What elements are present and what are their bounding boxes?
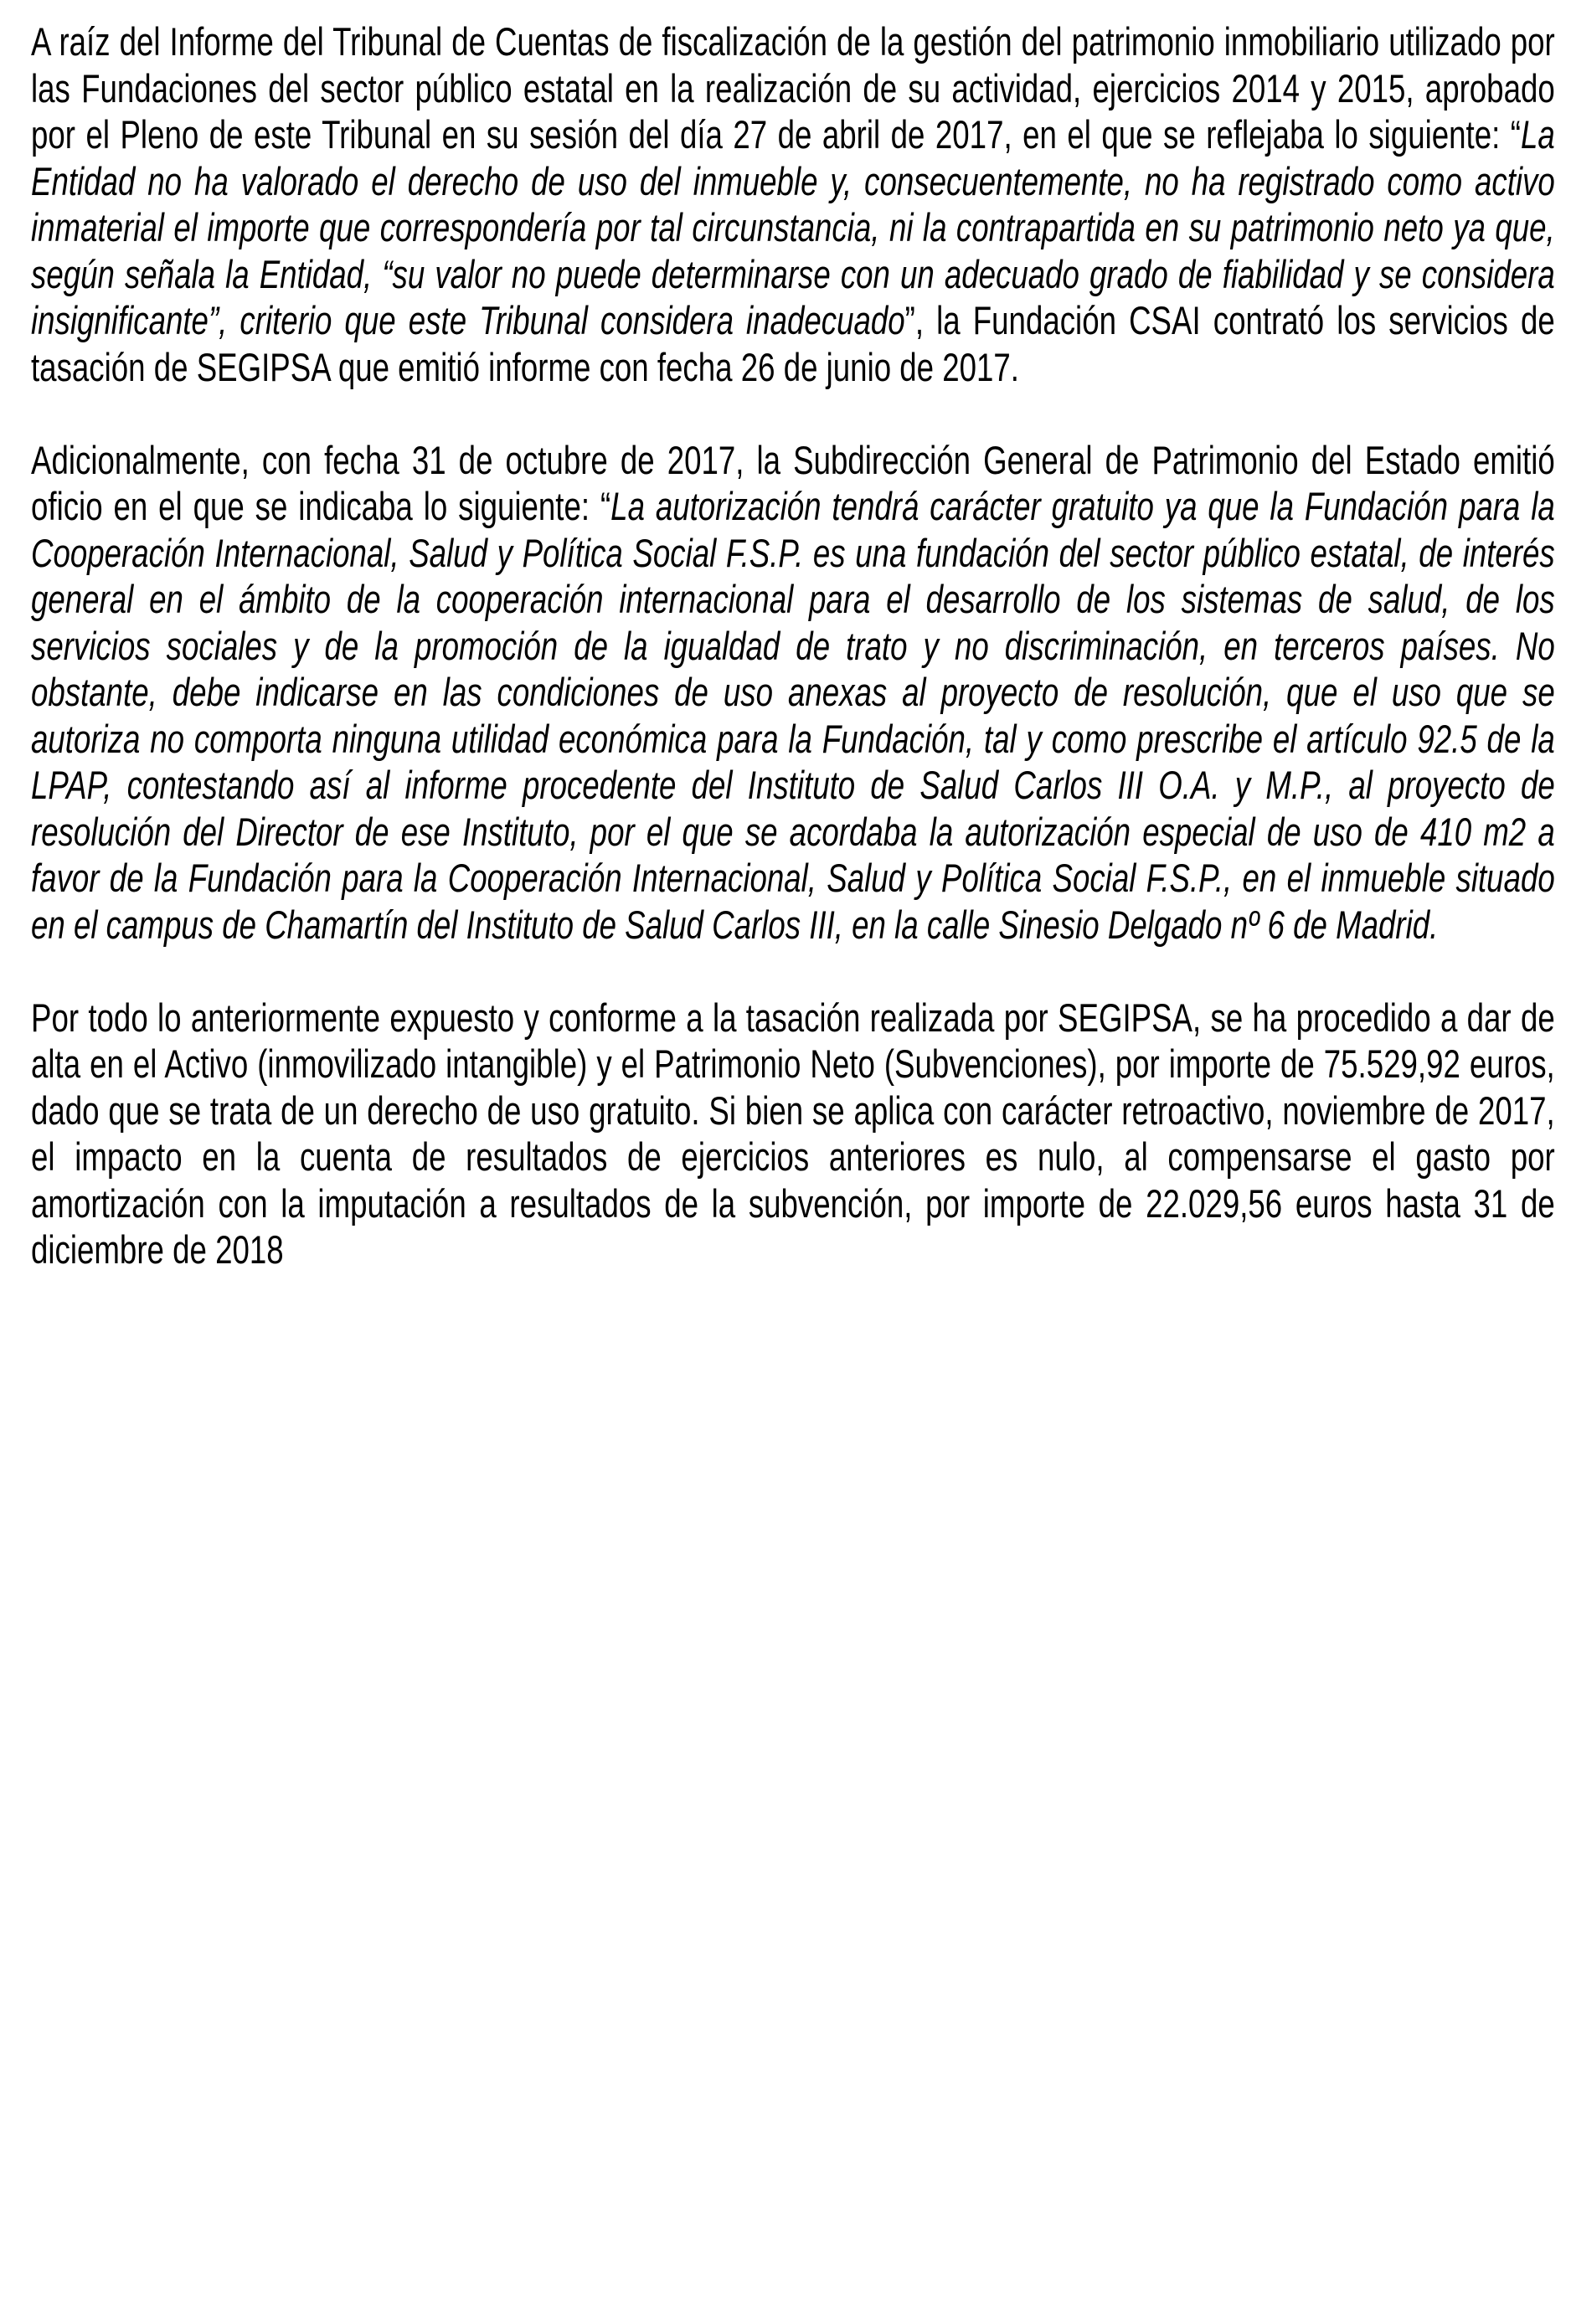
document-body — [31, 18, 1555, 1319]
paragraph-1: A raíz del Informe del Tribunal de Cuentas de fiscalización de la gestión del patrimonio inmobiliario utilizado por las Fundaciones del sector público estatal en la realización de su actividad, ejercicios 2014 y 2015, aprobado por el Pleno de este Tribunal en su sesión del día 27 de abril de 2017, en el que se reflejaba lo siguiente: “La Entidad no ha valorado el derecho de uso del inmueble y, consecuentemente, no ha registrado como activo inmaterial el importe que correspondería por tal circunstancia, ni la contrapartida en su patrimonio neto ya que, según señala la Entidad, “su valor no puede determinarse con un adecuado grado de fiabilidad y se considera insignificante”, criterio que este Tribunal considera inadecuado”, la Fundación CSAI contrató los servicios de tasación de SEGIPSA que emitió informe con fecha 26 de junio de 2017. — [31, 19, 1555, 389]
quote-tribunal: La Entidad no ha valorado el derecho de uso del inmueble y, consecuentemente, no ha registrado como activo inmaterial el importe que correspondería por tal circunstancia, ni la contrapartida en su patrimonio neto ya que, según señala la Entidad, “su valor no puede determinarse con un adecuado grado de fiabilidad y se considera insignificante”, criterio que este Tribunal considera inadecuado — [31, 112, 1555, 342]
paragraph-3: Por todo lo anteriormente expuesto y conforme a la tasación realizada por SEGIPSA, se ha procedido a dar de alta en el Activo (inmovilizado intangible) y el Patrimonio Neto (Subvenciones), por importe de 75.529,92 euros, dado que se trata de un derecho de uso gratuito. Si bien se aplica con carácter retroactivo, noviembre de 2017, el impacto en la cuenta de resultados de ejercicios anteriores es nulo, al compensarse el gasto por amortización con la imputación a resultados de la subvención, por importe de 22.029,56 euros hasta 31 de diciembre de 2018 — [31, 995, 1555, 1272]
paragraph-2: Adicionalmente, con fecha 31 de octubre de 2017, la Subdirección General de Patrimonio del Estado emitió oficio en el que se indicaba lo siguiente: “La autorización tendrá carácter gratuito ya que la Fundación para la Cooperación Internacional, Salud y Política Social F.S.P. es una fundación del sector público estatal, de interés general en el ámbito de la cooperación internacional para el desarrollo de los sistemas de salud, de los servicios sociales y de la promoción de la igualdad de trato y no discriminación, en terceros países. No obstante, debe indicarse en las condiciones de uso anexas al proyecto de resolución, que el uso que se autoriza no comporta ninguna utilidad económica para la Fundación, tal y como prescribe el artículo 92.5 de la LPAP, contestando así al informe procedente del Instituto de Salud Carlos III O.A. y M.P., al proyecto de resolución del Director de ese Instituto, por el que se acordaba la autorización especial de uso de 410 m2 a favor de la Fundación para la Cooperación Internacional, Salud y Política Social F.S.P., en el inmueble situado en el campus de Chamartín del Instituto de Salud Carlos III, en la calle Sinesio Delgado nº 6 de Madrid. — [31, 437, 1555, 947]
quote-patrimonio: La autorización tendrá carácter gratuito ya que la Fundación para la Cooperación Internacional, Salud y Política Social F.S.P. es una fundación del sector público estatal, de interés general en el ámbito de la cooperación internacional para el desarrollo de los sistemas de salud, de los servicios sociales y de la promoción de la igualdad de trato y no discriminación, en terceros países. No obstante, debe indicarse en las condiciones de uso anexas al proyecto de resolución, que el uso que se autoriza no comporta ninguna utilidad económica para la Fundación, tal y como prescribe el artículo 92.5 de la LPAP, contestando así al informe procedente del Instituto de Salud Carlos III O.A. y M.P., al proyecto de resolución del Director de ese Instituto, por el que se acordaba la autorización especial de uso de 410 m2 a favor de la Fundación para la Cooperación Internacional, Salud y Política Social F.S.P., en el inmueble situado en el campus de Chamartín del Instituto de Salud Carlos III, en la calle Sinesio Delgado nº 6 de Madrid. — [31, 484, 1555, 947]
